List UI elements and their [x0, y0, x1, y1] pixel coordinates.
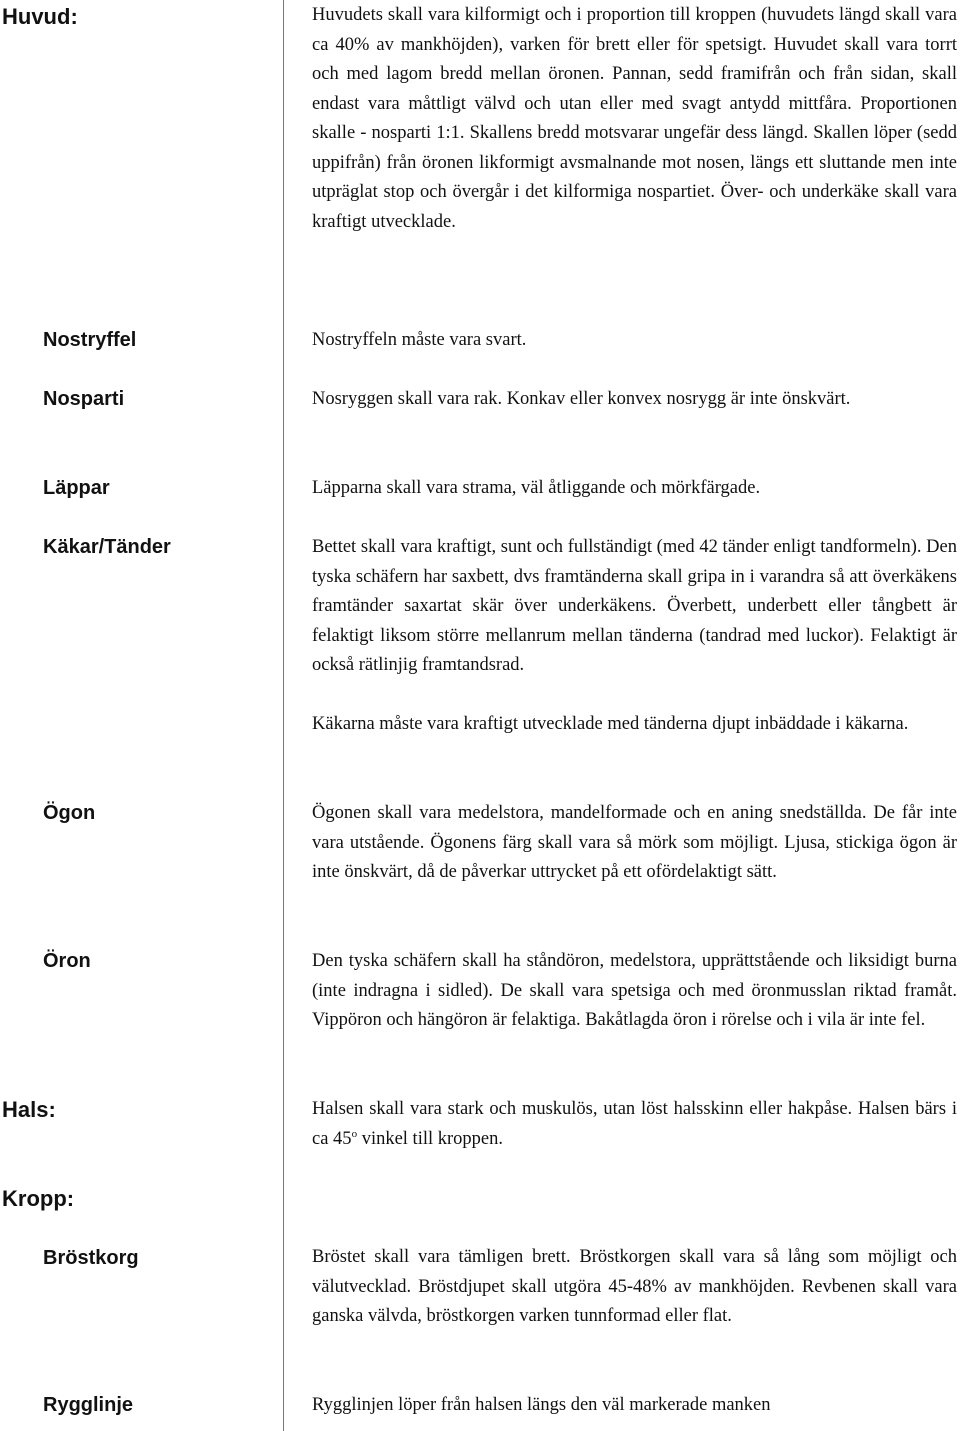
hals-text-start: Halsen skall vara stark och muskulös, utan löst halsskinn eller hakpåse. Halsen bärs i ca 45	[312, 1099, 957, 1149]
paragraph-hals	[312, 1095, 957, 1154]
paragraph-kakar-tander-2: Käkarna måste vara kraftigt utvecklade med tänderna djupt inbäddade i käkarna.	[312, 714, 909, 734]
label-huvud: Huvud:	[2, 4, 78, 29]
paragraph-lappar: Läpparna skall vara strama, väl åtliggande och mörkfärgade.	[312, 478, 761, 498]
degree-superscript: o	[351, 1127, 358, 1140]
label-kakar-tander: Käkar/Tänder	[43, 536, 171, 558]
label-oron: Öron	[43, 950, 91, 972]
label-kropp: Kropp:	[2, 1186, 75, 1211]
label-ogon: Ögon	[43, 802, 96, 824]
label-nosparti: Nosparti	[43, 388, 125, 410]
paragraph-nosparti: Nosryggen skall vara rak. Konkav eller konvex nosrygg är inte önskvärt.	[312, 389, 851, 409]
label-brostkorg: Bröstkorg	[43, 1247, 139, 1269]
paragraph-brostkorg: Bröstet skall vara tämligen brett. Bröstkorgen skall vara så lång som möjligt och välutvecklad. Bröstdjupet skall utgöra 45-48% av mankhöjden. Revbenen skall vara ganska välvda, bröstkorgen varken tunnformad eller flat.	[312, 1247, 957, 1326]
paragraph-nostryffel: Nostryffeln måste vara svart.	[312, 330, 527, 350]
paragraph-huvud: Huvudets skall vara kilformigt och i proportion till kroppen (huvudets längd skall vara ca 40% av mankhöjden), varken för brett eller för spetsigt. Huvudet skall vara torrt och med lagom bredd mellan öronen. Pannan, sedd framifrån och från sidan, skall endast vara måttligt välvd och utan eller med svagt antydd mittfåra. Proportionen skalle - nosparti 1:1. Skallens bredd motsvarar ungefär dess längd. Skallen löper (sedd uppifrån) från öronen likformigt avsmalnande mot nosen, längs ett sluttande men inte utpräglat stop och övergår i det kilformiga nospartiet. Över- och underkäke skall vara kraftigt utvecklade.	[312, 5, 957, 232]
hals-text-end: vinkel till kroppen.	[357, 1128, 503, 1149]
label-nostryffel: Nostryffel	[43, 329, 137, 351]
paragraph-rygglinje: Rygglinjen löper från halsen längs den väl markerade manken	[312, 1395, 771, 1415]
paragraph-kakar-tander: Bettet skall vara kraftigt, sunt och fullständigt (med 42 tänder enligt tandformeln). Den tyska schäfern har saxbett, dvs framtänderna skall gripa in i varandra så att överkäkens framtänder saxartat skär över underkäkens. Överbett, underbett eller tångbett är felaktigt liksom större mellanrum mellan tänderna (tandrad med luckor). Felaktigt är också rätlinjig framtandsrad.	[312, 537, 957, 675]
label-rygglinje: Rygglinje	[43, 1394, 134, 1416]
paragraph-ogon: Ögonen skall vara medelstora, mandelformade och en aning snedställda. De får inte vara utstående. Ögonens färg skall vara så mörk som möjligt. Ljusa, stickiga ögon är inte önskvärt, då de påverkar uttrycket på ett ofördelaktigt sätt.	[312, 803, 957, 882]
column-divider	[283, 0, 284, 1431]
label-lappar: Läppar	[43, 477, 110, 499]
paragraph-oron: Den tyska schäfern skall ha ståndöron, medelstora, upprättstående och liksidigt burna (inte indragna i sidled). De skall vara spetsiga och med öronmusslan riktad framåt. Vippöron och hängöron är felaktiga. Bakåtlagda öron i rörelse och i vila är inte fel.	[312, 951, 957, 1030]
label-hals: Hals:	[2, 1097, 56, 1122]
